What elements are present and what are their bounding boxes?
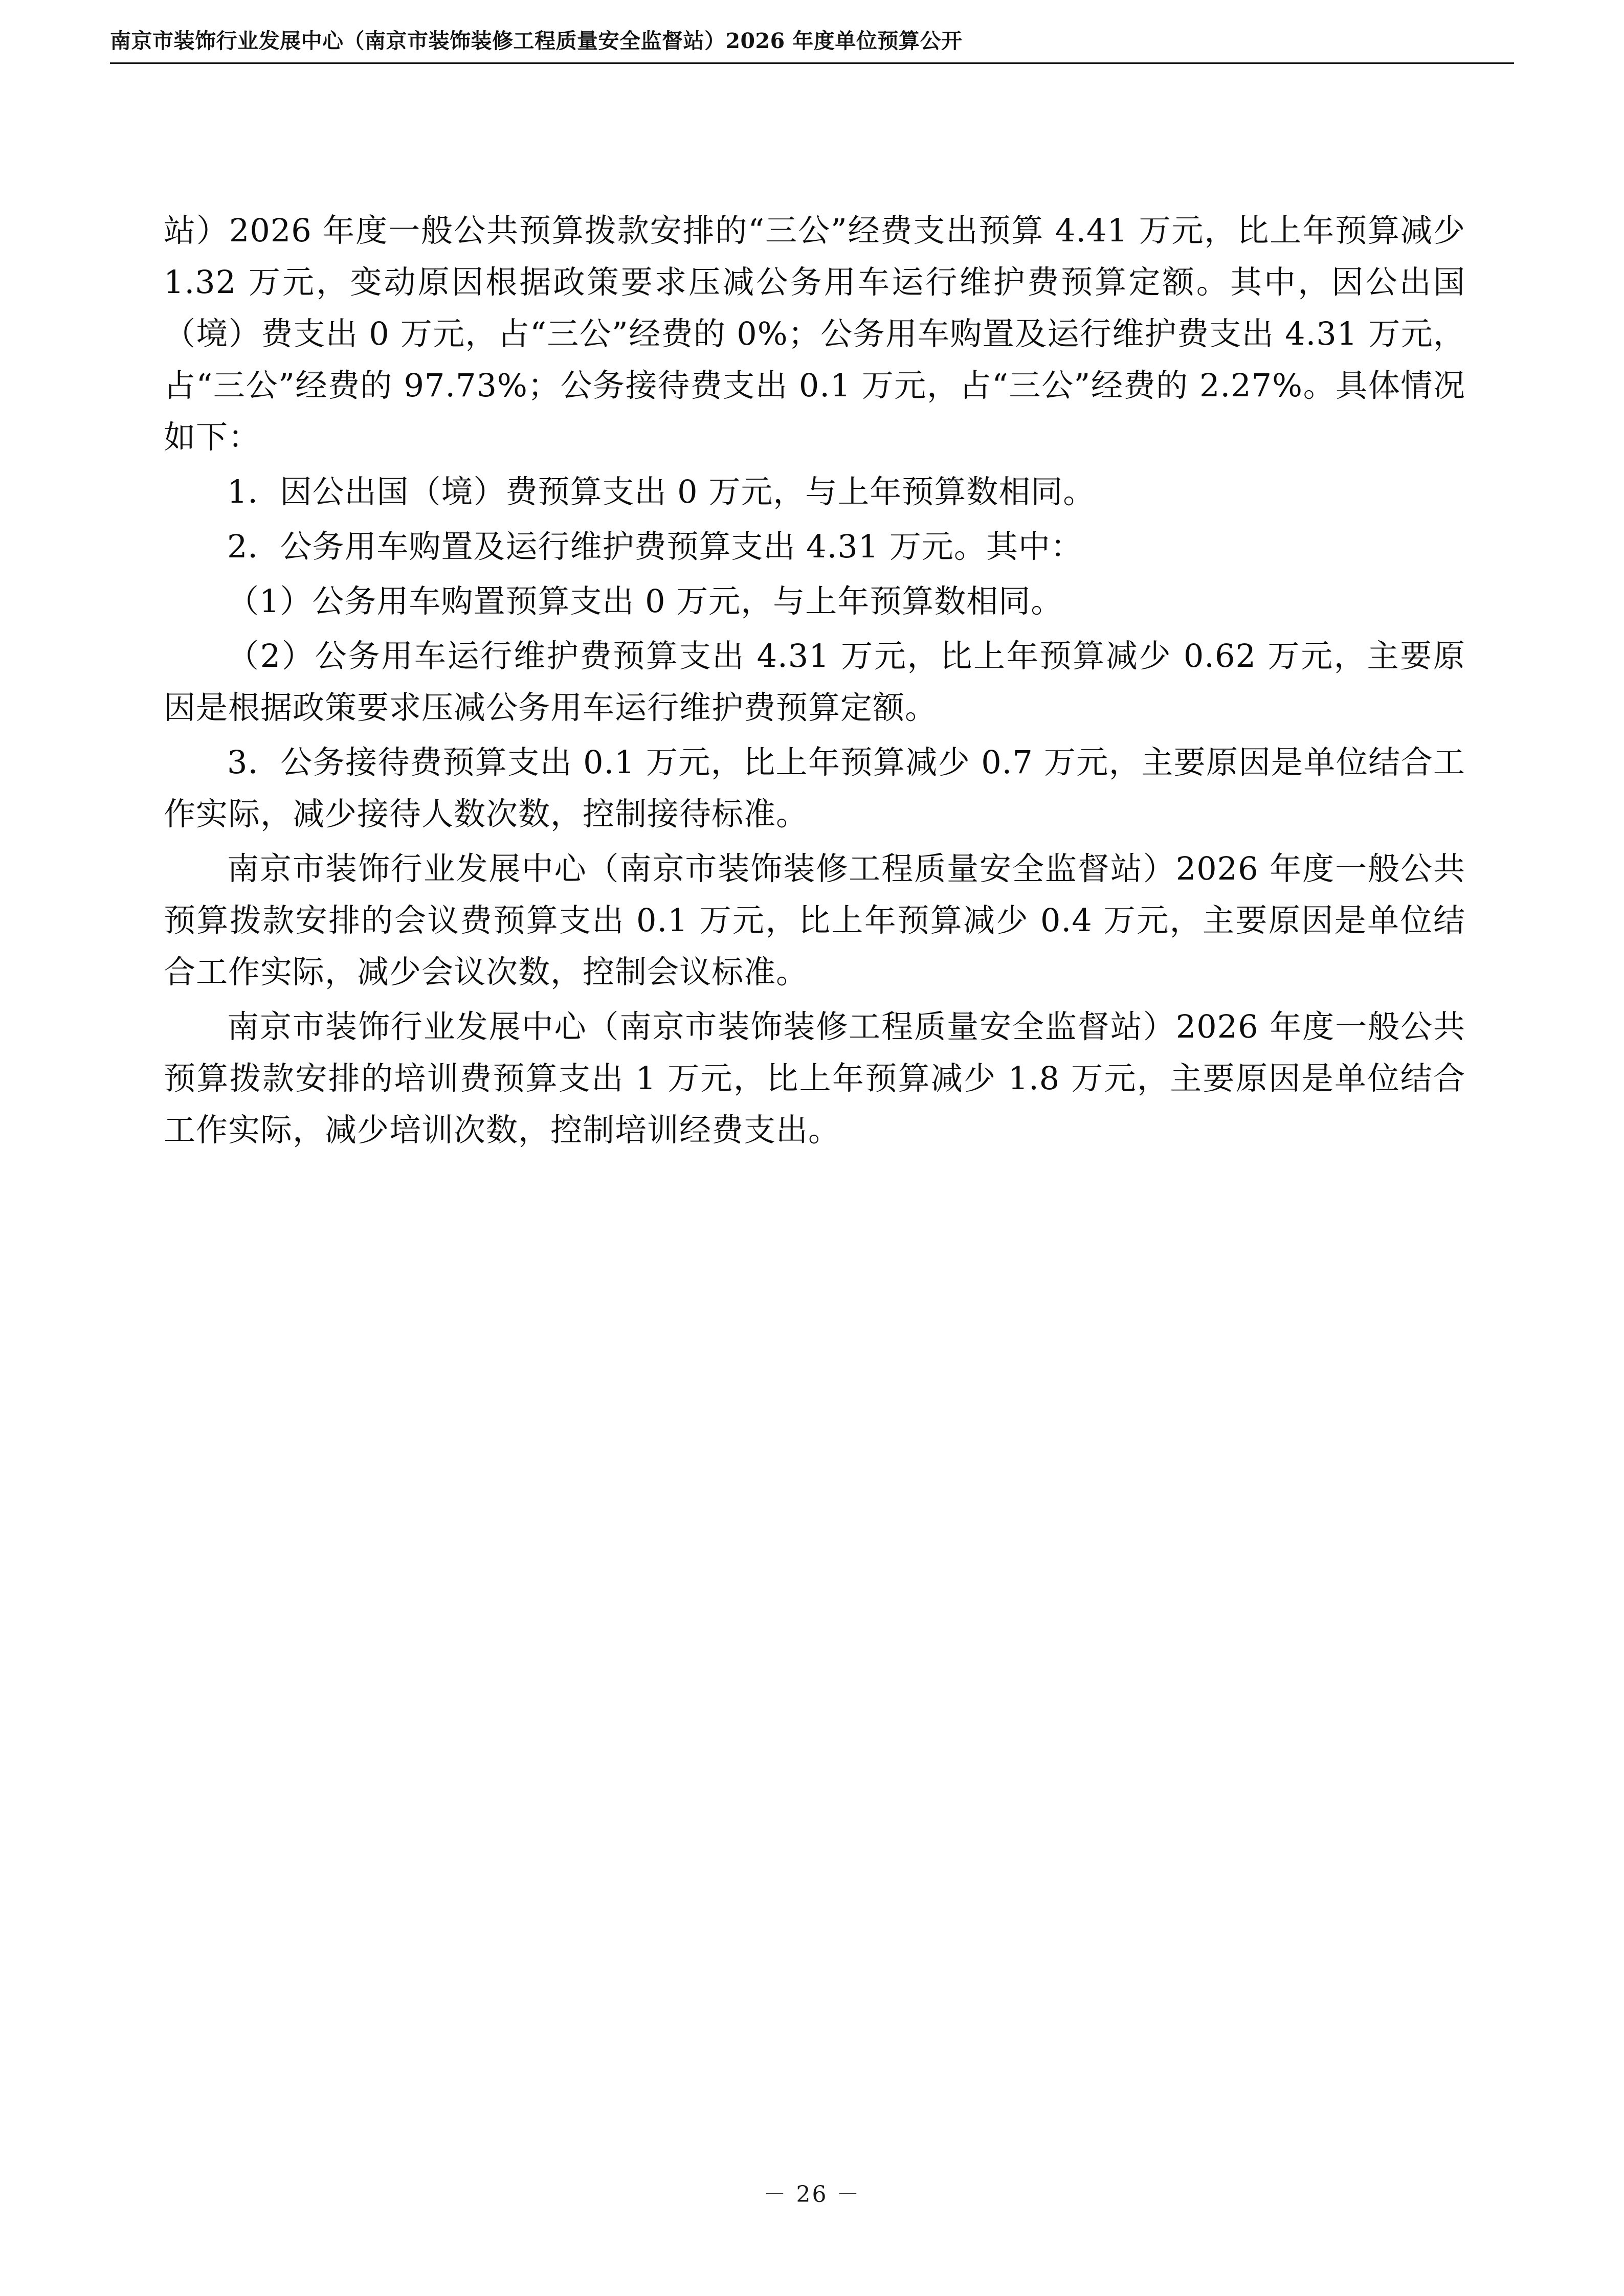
document-body (164, 205, 1465, 1156)
header-title: 南京市装饰行业发展中心（南京市装饰装修工程质量安全监督站）2026 年度单位预算公开 (110, 29, 963, 53)
paragraph-item-2: 2．公务用车购置及运行维护费预算支出 4.31 万元。其中： (227, 528, 1083, 565)
paragraph-sangong-overview: 站）2026 年度一般公共预算拨款安排的“三公”经费支出预算 4.41 万元，比上年预算减少 1.32 万元，变动原因根据政策要求压减公务用车运行维护费预算定额。其中，因公出国（境）费支出 0 万元，占“三公”经费的 0%；公务用车购置及运行维护费支出 4.31 万元，占“三公”经费的 97.73%；公务接待费支出 0.1 万元，占“三公”经费的 2.27%。具体情况如下： (164, 212, 1465, 456)
page-header (110, 28, 1514, 64)
paragraph-meeting-fee: 南京市装饰行业发展中心（南京市装饰装修工程质量安全监督站）2026 年度一般公共预算拨款安排的会议费预算支出 0.1 万元，比上年预算减少 0.4 万元，主要原因是单位结合工作实际，减少会议次数，控制会议标准。 (164, 850, 1465, 991)
paragraph-training-fee: 南京市装饰行业发展中心（南京市装饰装修工程质量安全监督站）2026 年度一般公共预算拨款安排的培训费预算支出 1 万元，比上年预算减少 1.8 万元，主要原因是单位结合工作实际，减少培训次数，控制培训经费支出。 (164, 1008, 1465, 1149)
paragraph-item-1: 1．因公出国（境）费预算支出 0 万元，与上年预算数相同。 (227, 473, 1096, 510)
page-footer (0, 2176, 1624, 2209)
paragraph-item-2-1: （1）公务用车购置预算支出 0 万元，与上年预算数相同。 (227, 582, 1063, 620)
paragraph-item-3: 3．公务接待费预算支出 0.1 万元，比上年预算减少 0.7 万元，主要原因是单位结合工作实际，减少接待人数次数，控制接待标准。 (164, 744, 1465, 832)
header-divider (110, 62, 1514, 64)
paragraph-item-2-2: （2）公务用车运行维护费预算支出 4.31 万元，比上年预算减少 0.62 万元，主要原因是根据政策要求压减公务用车运行维护费预算定额。 (164, 637, 1465, 726)
page-number: － 26 － (763, 2181, 861, 2208)
